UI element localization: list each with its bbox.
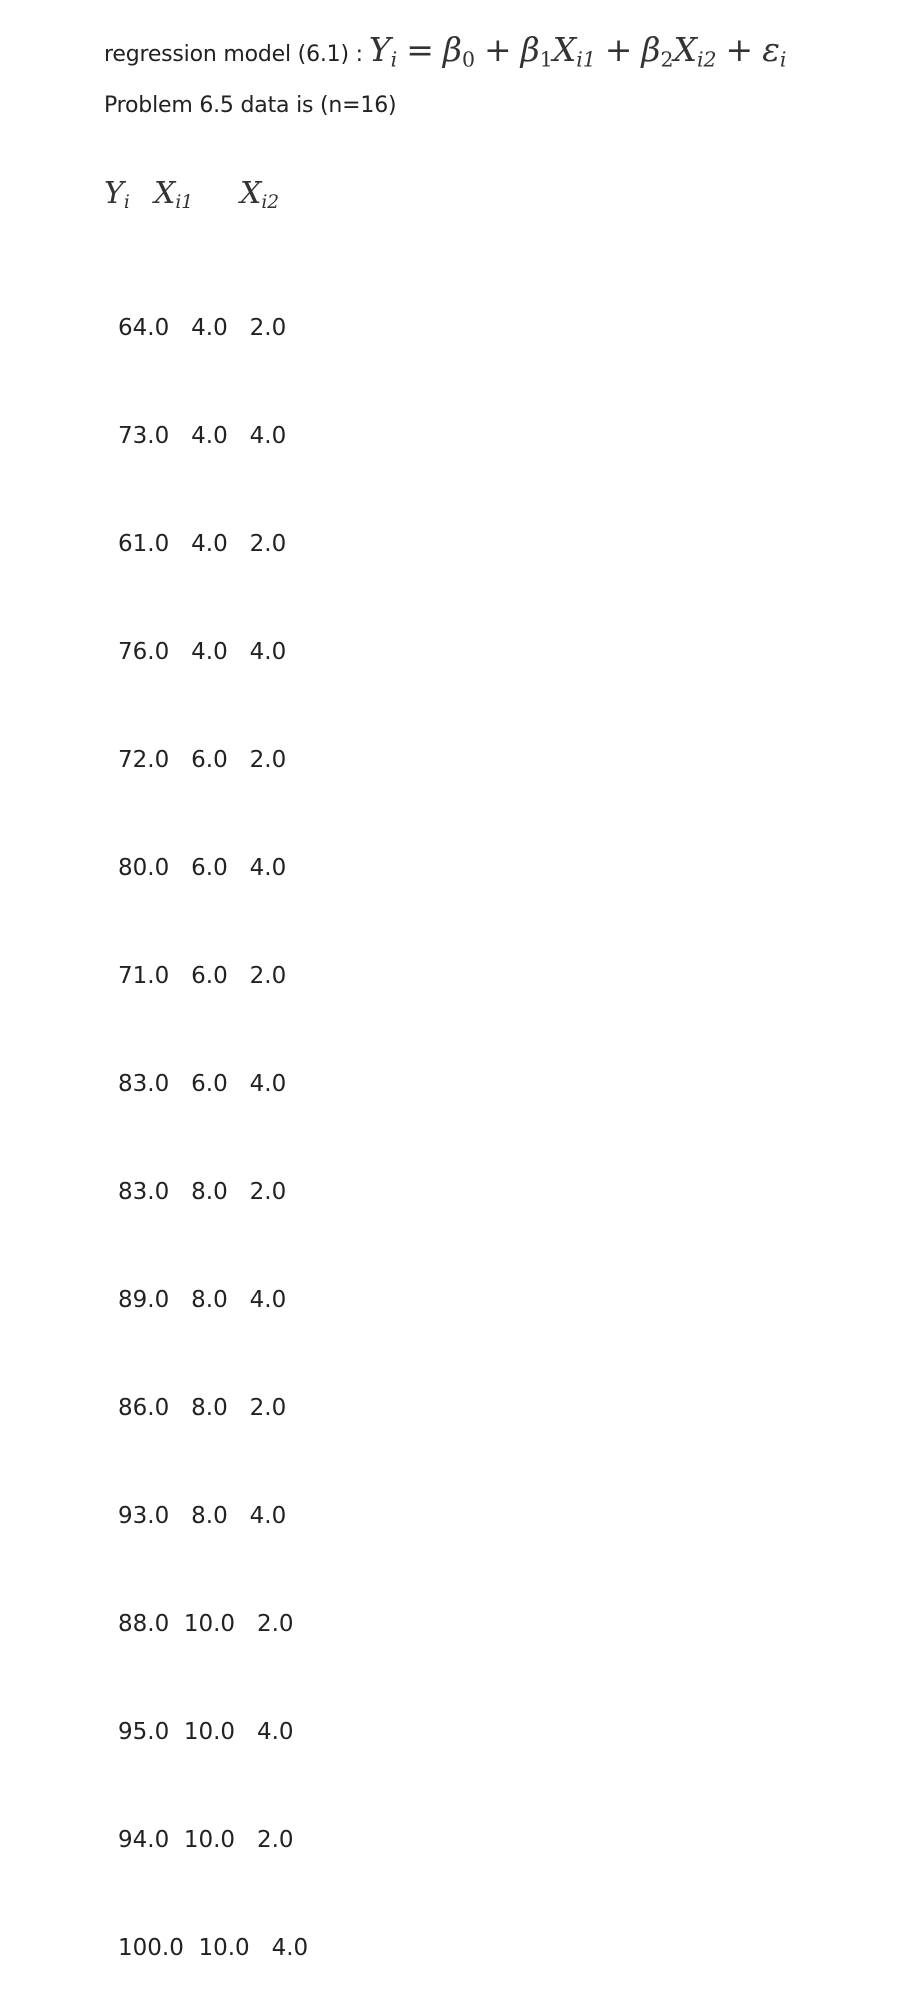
problem-label: Problem 6.5 data is (n=16): [104, 93, 397, 118]
eq-x1-sub: i1: [576, 47, 596, 72]
table-row: 95.0 10.0 4.0: [118, 1719, 294, 1745]
eq-epsilon: ε: [762, 30, 780, 69]
column-header-x1: [154, 176, 194, 214]
table-row: 71.0 6.0 2.0: [118, 963, 287, 989]
column-header-y: [104, 176, 130, 214]
eq-y: Y: [368, 30, 391, 69]
table-row: 80.0 6.0 4.0: [118, 855, 287, 881]
column-header-x1-sub: i1: [175, 192, 194, 214]
column-header-y-sub: i: [123, 192, 130, 214]
eq-equals: =: [406, 30, 434, 69]
column-header-x2: [240, 176, 280, 214]
eq-beta0-sub: 0: [461, 47, 475, 72]
table-row: 88.0 10.0 2.0: [118, 1611, 294, 1637]
eq-y-sub: i: [390, 47, 398, 72]
column-header-x1-symbol: X: [154, 176, 176, 211]
table-row: 94.0 10.0 2.0: [118, 1827, 294, 1853]
column-header-x2-symbol: X: [240, 176, 262, 211]
model-label: regression model (6.1) :: [104, 42, 363, 67]
eq-plus-1: +: [483, 30, 512, 69]
eq-beta1: β: [520, 30, 540, 69]
table-row: 86.0 8.0 2.0: [118, 1395, 287, 1421]
table-row: 100.0 10.0 4.0: [118, 1935, 309, 1961]
eq-epsilon-sub: i: [779, 47, 787, 72]
eq-beta2-sub: 2: [660, 47, 674, 72]
eq-x2-sub: i2: [697, 47, 717, 72]
table-row: 61.0 4.0 2.0: [118, 531, 287, 557]
table-row: 89.0 8.0 4.0: [118, 1287, 287, 1313]
model-line: [104, 30, 786, 80]
column-header-x2-sub: i2: [261, 192, 280, 214]
table-row: 76.0 4.0 4.0: [118, 639, 287, 665]
eq-beta1-sub: 1: [539, 47, 553, 72]
eq-beta2: β: [641, 30, 661, 69]
eq-x1: X: [552, 30, 577, 69]
table-row: 72.0 6.0 2.0: [118, 747, 287, 773]
data-table: [118, 238, 308, 2002]
eq-beta0: β: [442, 30, 462, 69]
eq-plus-3: +: [725, 30, 754, 69]
table-row: 93.0 8.0 4.0: [118, 1503, 287, 1529]
regression-equation: [368, 30, 787, 72]
table-row: 83.0 6.0 4.0: [118, 1071, 287, 1097]
eq-plus-2: +: [604, 30, 633, 69]
table-row: 73.0 4.0 4.0: [118, 423, 287, 449]
column-header-y-symbol: Y: [104, 176, 124, 211]
table-row: 83.0 8.0 2.0: [118, 1179, 287, 1205]
eq-x2: X: [673, 30, 697, 69]
table-row: 64.0 4.0 2.0: [118, 315, 287, 341]
